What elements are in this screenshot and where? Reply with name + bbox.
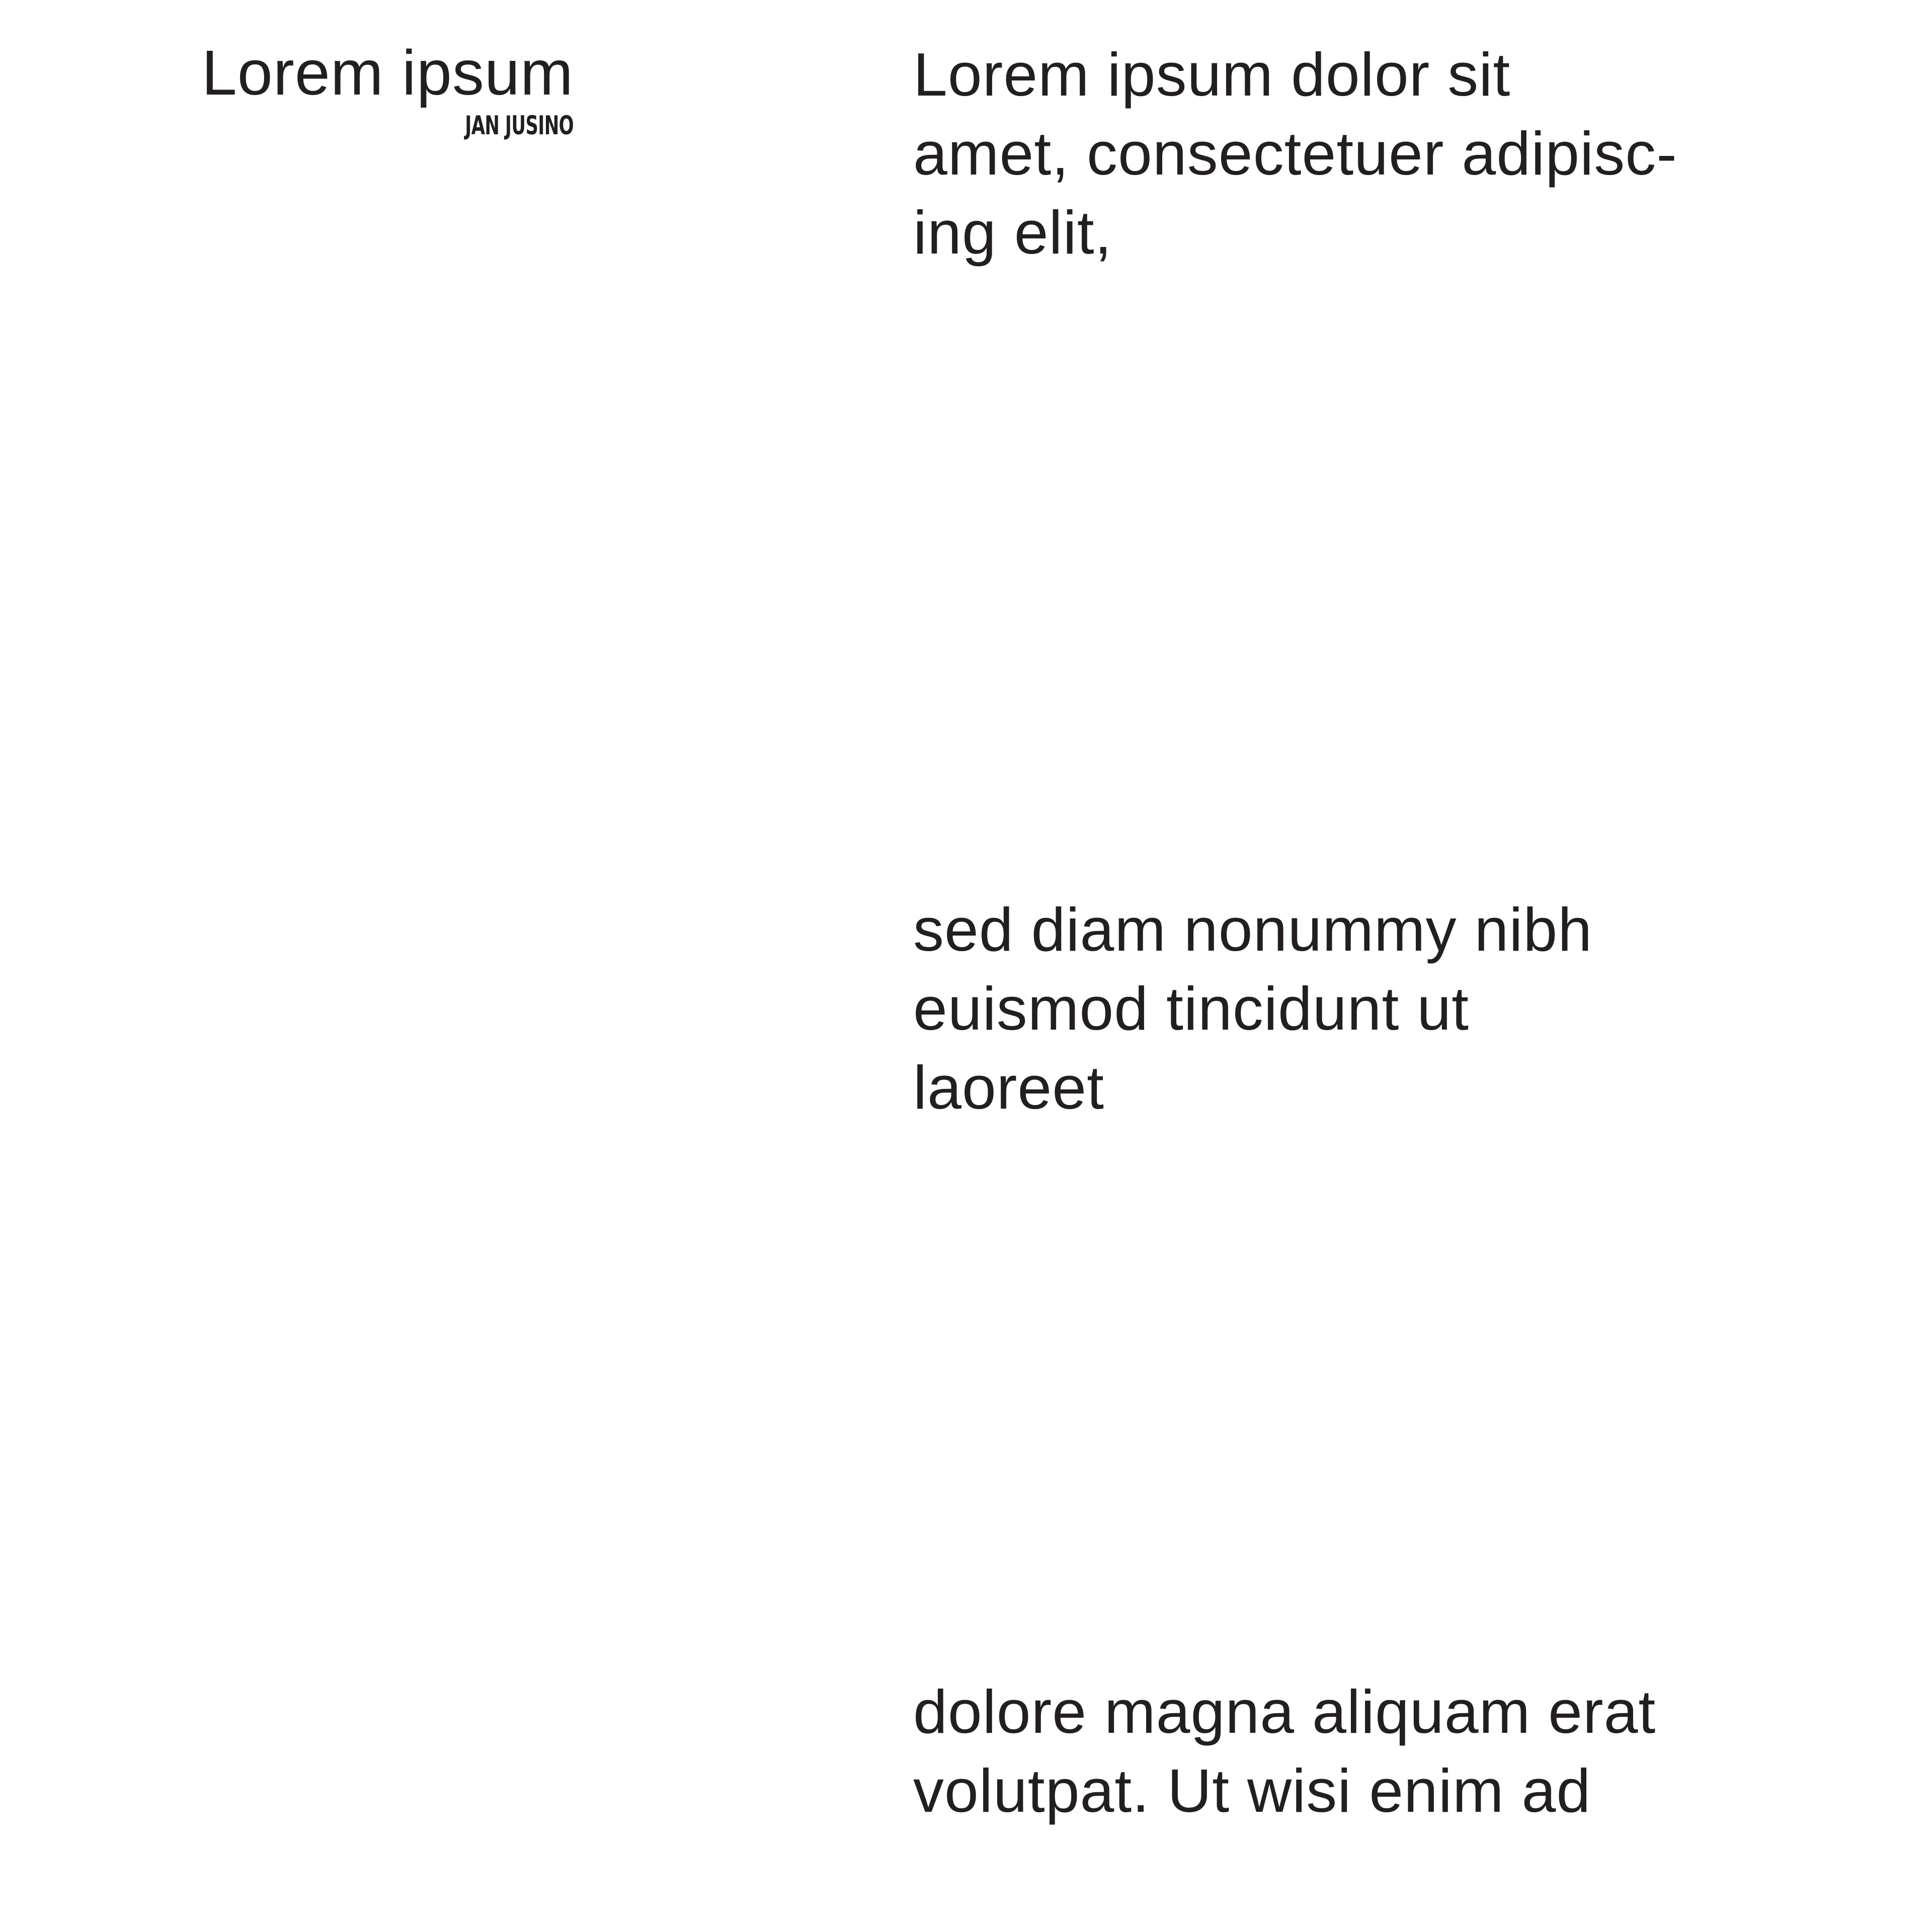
page-title: Lorem ipsum: [201, 37, 574, 108]
paragraph-1: [913, 35, 1869, 272]
title-block: [171, 35, 574, 141]
author-name: JAN JUSINO: [465, 111, 574, 141]
paragraph-line: ing elit,: [913, 198, 1112, 267]
paragraph-line: Lorem ipsum dolor sit: [913, 40, 1511, 109]
paragraph-3: [913, 1672, 1869, 1830]
paragraph-line: volutpat. Ut wisi enim ad: [913, 1756, 1591, 1825]
paragraph-line: laoreet: [913, 1053, 1105, 1122]
paragraph-line: euismod tincidunt ut: [913, 974, 1470, 1043]
paragraph-2: [913, 890, 1869, 1127]
paragraph-line: amet, consectetuer adipisc-: [913, 119, 1677, 188]
paragraph-line: sed diam nonummy nibh: [913, 895, 1593, 964]
paragraph-line: dolore magna aliquam erat: [913, 1677, 1656, 1746]
